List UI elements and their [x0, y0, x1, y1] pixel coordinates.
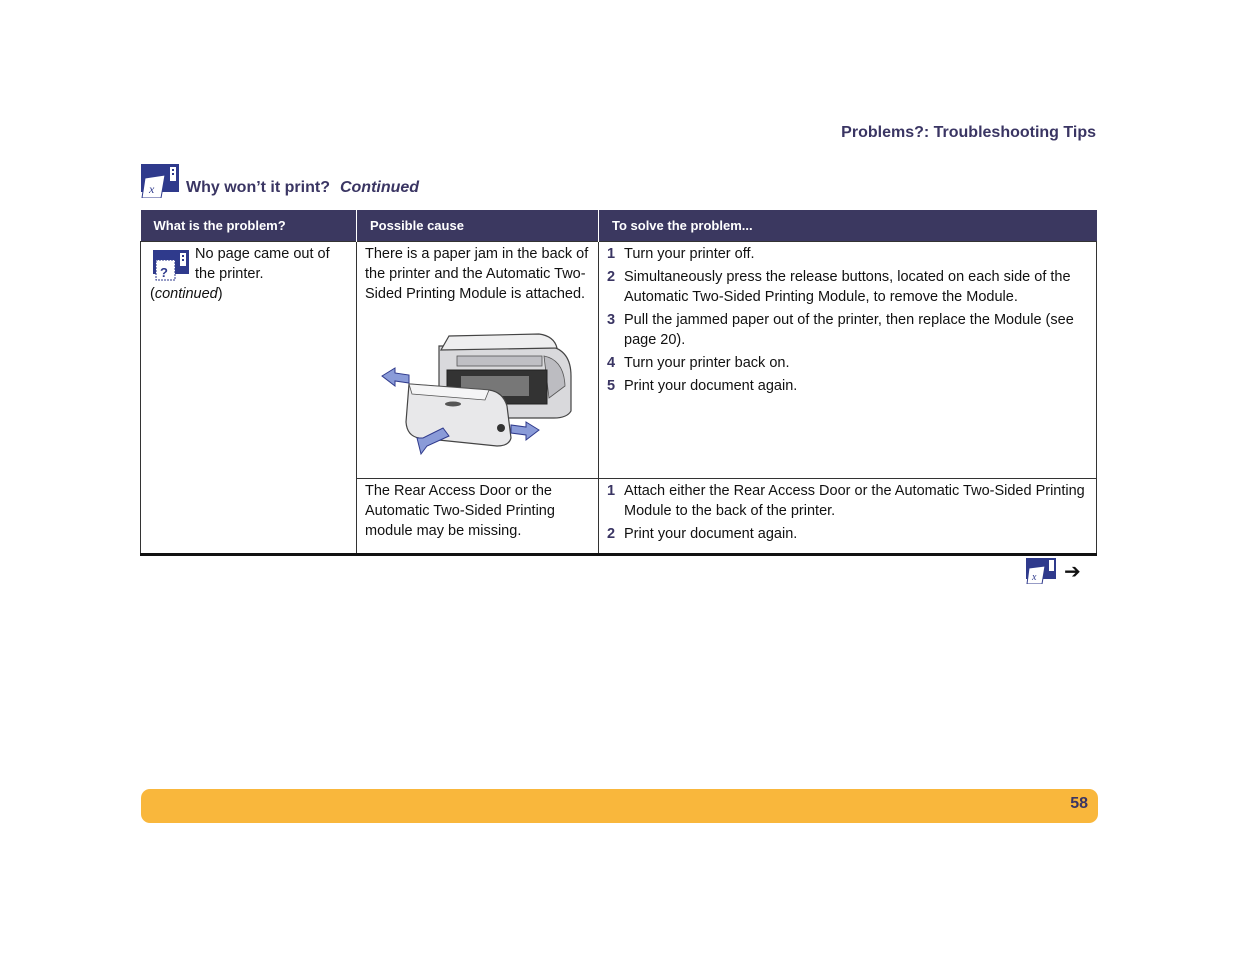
- next-page-link[interactable]: [1026, 558, 1081, 584]
- step-number: 5: [607, 378, 616, 394]
- problem-text: No page came out of the printer.: [195, 246, 330, 282]
- list-item: [607, 524, 1088, 544]
- section-title: Why won’t it print?: [186, 179, 330, 196]
- step-text: Print your document again.: [624, 378, 798, 394]
- list-item: [607, 244, 1088, 264]
- table-row: [141, 242, 1097, 479]
- list-item: [607, 376, 1088, 396]
- running-head: Problems?: Troubleshooting Tips: [841, 124, 1096, 141]
- step-number: 4: [607, 355, 616, 371]
- step-number: 3: [607, 312, 616, 328]
- list-item: [607, 310, 1088, 350]
- continued-label: continued: [154, 286, 218, 302]
- step-number: 1: [607, 483, 616, 499]
- troubleshooting-table: [140, 210, 1097, 556]
- problem-cell: [141, 242, 357, 555]
- step-number: 2: [607, 269, 616, 285]
- footer-bar: [141, 789, 1098, 823]
- step-number: 1: [607, 246, 616, 262]
- cause-cell: [357, 242, 599, 479]
- section-heading: [141, 162, 419, 198]
- step-number: 2: [607, 526, 616, 542]
- cause-text: There is a paper jam in the back of the printer and the Automatic Two-Sided Printing Module is attached.: [365, 246, 589, 302]
- header-problem: What is the problem?: [141, 210, 357, 242]
- printer-x-icon: [141, 164, 179, 198]
- cause-text: The Rear Access Door or the Automatic Two-Sided Printing module may be missing.: [365, 483, 555, 539]
- solution-cell: [599, 479, 1097, 555]
- list-item: [607, 481, 1088, 521]
- solution-steps: [607, 481, 1088, 544]
- list-item: [607, 353, 1088, 373]
- svg-text:?: ?: [160, 265, 168, 280]
- list-item: [607, 267, 1088, 307]
- step-text: Attach either the Rear Access Door or the Automatic Two-Sided Printing Module to the back of the printer.: [624, 483, 1085, 519]
- table-header-row: [141, 210, 1097, 242]
- next-page-arrow-icon[interactable]: ➔: [1064, 560, 1081, 583]
- solution-steps: [607, 244, 1088, 396]
- solution-cell: [599, 242, 1097, 479]
- cause-cell: [357, 479, 599, 555]
- step-text: Simultaneously press the release buttons, located on each side of the Automatic Two-Sided Printing Module, to remove the Module.: [624, 269, 1071, 305]
- continued-note: (continued): [150, 286, 223, 302]
- step-text: Pull the jammed paper out of the printer, then replace the Module (see page 20).: [624, 312, 1074, 348]
- printer-question-icon: [151, 250, 191, 284]
- step-text: Print your document again.: [624, 526, 798, 542]
- header-solution: To solve the problem...: [599, 210, 1097, 242]
- step-text: Turn your printer back on.: [624, 355, 790, 371]
- printer-module-illustration: [379, 326, 579, 456]
- step-text: Turn your printer off.: [624, 246, 755, 262]
- page-number: 58: [1070, 795, 1088, 812]
- section-continued: Continued: [339, 179, 420, 196]
- printer-x-icon: [1026, 558, 1056, 584]
- header-cause: Possible cause: [357, 210, 599, 242]
- svg-text:x: x: [149, 182, 155, 196]
- svg-text:x: x: [1032, 572, 1037, 583]
